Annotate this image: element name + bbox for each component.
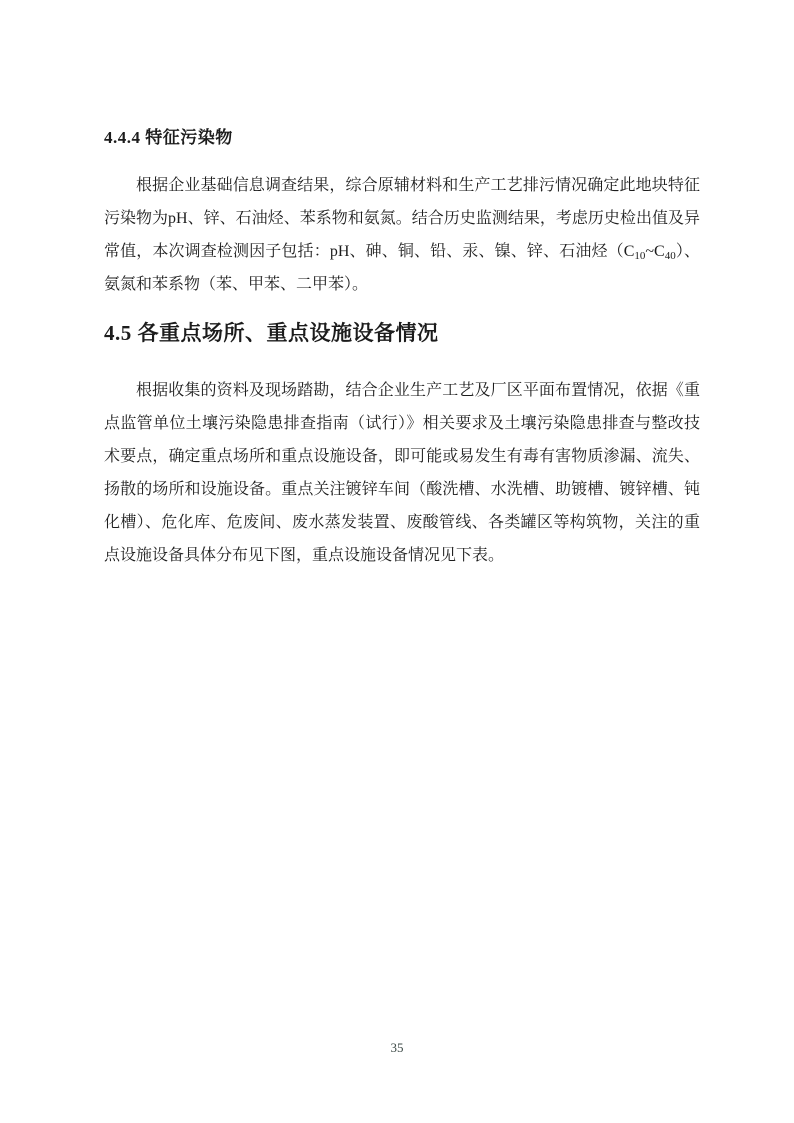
section-heading-4-5: 4.5 各重点场所、重点设施设备情况 [104,321,439,345]
paragraph-text-before-subscript: 根据企业基础信息调查结果，综合原辅材料和生产工艺排污情况确定此地块特征污染物为pH、锌、石油烃、苯系物和氨氮。结合历史监测结果，考虑历史检出值及异常值，本次调查检测因子包括：pH、砷、铜、铅、汞、镍、锌、石油烃（C [104,177,700,260]
section-4-4-4-paragraph [104,169,700,301]
subscript-c40: 40 [664,250,676,262]
page-number: 35 [390,1040,404,1055]
page-content [104,126,700,589]
paragraph-text-between-subscripts: ~C [645,243,665,260]
subscript-c10: 10 [634,250,646,262]
section-heading-4-4-4: 4.4.4 特征污染物 [104,128,233,147]
paragraph-text-after-subscript: ）、氨氮和苯系物（苯、甲苯、二甲苯）。 [104,243,700,293]
section-4-5-paragraph: 根据收集的资料及现场踏勘，结合企业生产工艺及厂区平面布置情况，依据《重点监管单位土壤污染隐患排查指南（试行）》相关要求及土壤污染隐患排查与整改技术要点，确定重点场所和重点设施设备，即可能或易发生有毒有害物质渗漏、流失、扬散的场所和设施设备。重点关注镀锌车间（酸洗槽、水洗槽、助镀槽、镀锌槽、钝化槽）、危化库、危废间、废水蒸发装置、废酸管线、各类罐区等构筑物，关注的重点设施设备具体分布见下图，重点设施设备情况见下表。 [104,382,700,564]
